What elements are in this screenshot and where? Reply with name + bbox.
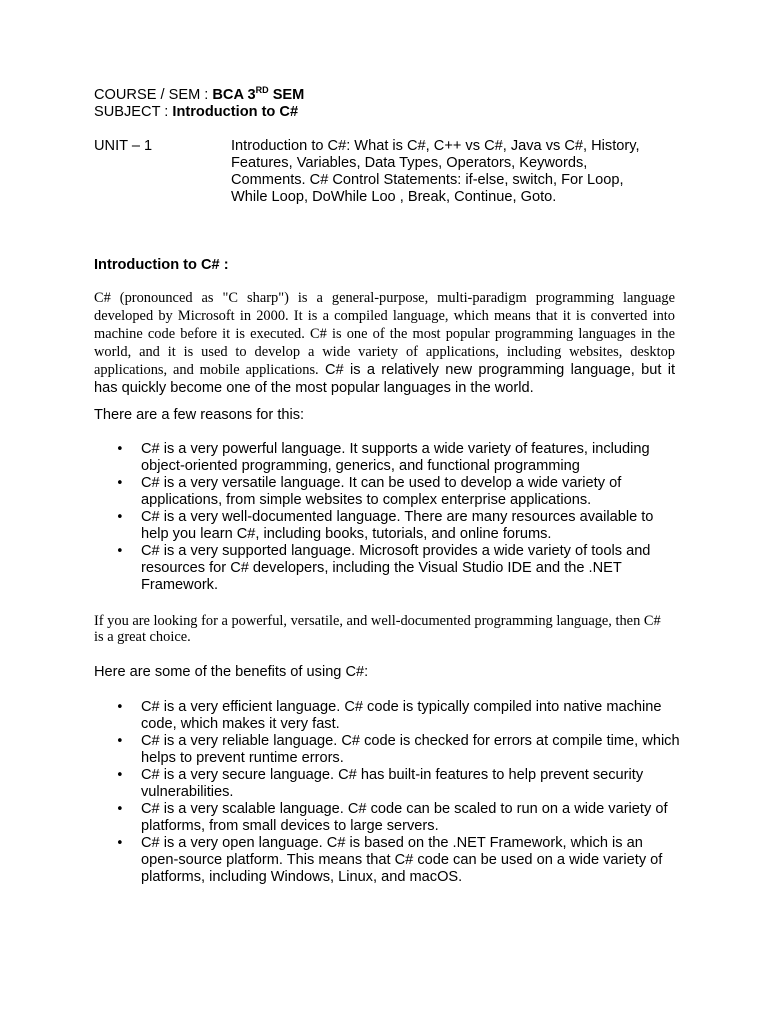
- unit-topics-line: Introduction to C#: What is C#, C++ vs C#, Java vs C#, History,: [231, 138, 640, 154]
- list-item: • C# is a very versatile language. It can be used to develop a wide variety of applications, from simple websites to complex enterprise applications.: [116, 475, 682, 509]
- intro-paragraph: [94, 289, 675, 397]
- course-suffix: SEM: [268, 87, 305, 103]
- list-item: • C# is a very open language. C# is based on the .NET Framework, which is an open-source platform. This means that C# code can be used on a wide variety of platforms, including Windows, Linux, and macOS.: [116, 835, 682, 886]
- course-superscript: RD: [255, 85, 269, 96]
- reasons-lead: There are a few reasons for this:: [94, 407, 305, 423]
- unit-label: UNIT – 1: [94, 138, 153, 154]
- unit-topics-line: Features, Variables, Data Types, Operators, Keywords,: [231, 155, 588, 171]
- list-item: • C# is a very supported language. Microsoft provides a wide variety of tools and resources for C# developers, including the Visual Studio IDE and the .NET Framework.: [116, 543, 682, 594]
- unit-topics: [231, 138, 701, 206]
- subject-line: [94, 104, 694, 121]
- intro-serif-text: C# (pronounced as "C sharp") is a general-purpose, multi-paradigm programming language developed by Microsoft in 2000. It is a compiled language, which means that it is converted into machine code before it is executed. C# is one of the most popular programming languages in the world, and it is used to develop a wide variety of applications, including websites, desktop applications, and mobile applications.: [94, 290, 675, 378]
- benefits-list: [116, 699, 682, 886]
- intro-sans-text: C# is a relatively new programming language, but it has quickly become one of the most popular languages in the world.: [94, 362, 676, 396]
- course-label: COURSE / SEM :: [94, 87, 213, 103]
- reasons-list: [116, 441, 682, 594]
- course-value: [212, 87, 304, 103]
- conclusion-paragraph: If you are looking for a powerful, versatile, and well-documented programming language, then C# is a great choice.: [94, 613, 661, 646]
- unit-topics-line: While Loop, DoWhile Loo , Break, Continue, Goto.: [231, 189, 557, 205]
- subject-label: SUBJECT :: [94, 104, 173, 120]
- list-item: • C# is a very secure language. C# has built-in features to help prevent security vulnerabilities.: [116, 767, 682, 801]
- course-sem-line: [94, 87, 694, 104]
- course-value-text: BCA 3: [212, 87, 256, 103]
- list-item: • C# is a very efficient language. C# code is typically compiled into native machine code, which makes it very fast.: [116, 699, 682, 733]
- list-item: • C# is a very scalable language. C# code can be scaled to run on a wide variety of platforms, from small devices to large servers.: [116, 801, 682, 835]
- unit-topics-line: Comments. C# Control Statements: if-else, switch, For Loop,: [231, 172, 624, 188]
- list-item: • C# is a very well-documented language. There are many resources available to help you learn C#, including books, tutorials, and online forums.: [116, 509, 682, 543]
- list-item: • C# is a very reliable language. C# code is checked for errors at compile time, which helps to prevent runtime errors.: [116, 733, 682, 767]
- list-item: • C# is a very powerful language. It supports a wide variety of features, including object-oriented programming, generics, and functional programming: [116, 441, 682, 475]
- intro-heading: Introduction to C# :: [94, 257, 229, 273]
- subject-value: Introduction to C#: [172, 104, 299, 120]
- benefits-lead: Here are some of the benefits of using C#:: [94, 664, 369, 680]
